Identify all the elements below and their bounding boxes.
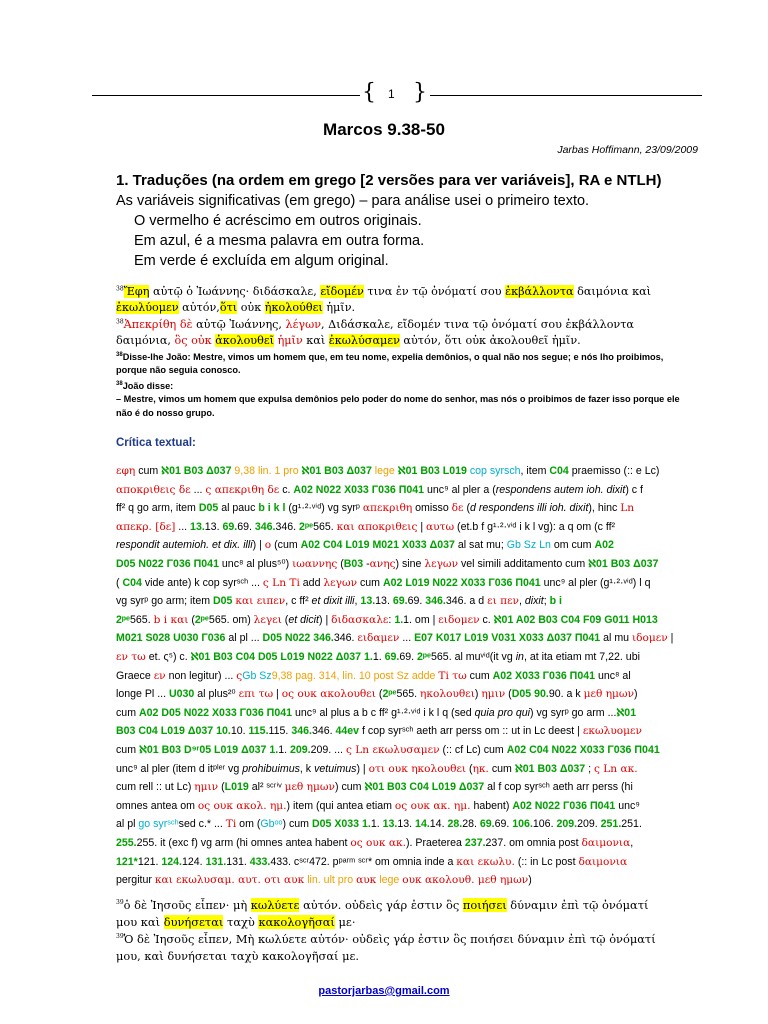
critica-segment: ς: [236, 669, 243, 682]
critica-segment: 131.: [205, 855, 227, 868]
critica-segment: vide ante) k cop syrˢᶜʰ ...: [141, 576, 263, 589]
legend-red: O vermelho é acréscimo em outros originais.: [134, 213, 422, 229]
critica-segment: D05: [198, 502, 219, 515]
critica-segment: praemisso (:: e Lc): [568, 465, 660, 477]
critica-segment: cum: [466, 669, 493, 682]
critica-segment: (: [116, 576, 123, 589]
critica-segment: (:: cf Lc) cum: [439, 744, 507, 756]
critica-segment: 115.: [268, 725, 292, 738]
critica-segment: vel simili additamento cum: [458, 558, 589, 570]
critica-segment: Gb Sz Ln: [506, 539, 551, 552]
critica-segment: f cop syrˢᶜʰ aeth arr perss om :: ut in Lc deest |: [359, 725, 583, 738]
critica-segment: 106.: [512, 818, 533, 831]
legend-green: Em verde é excluída em algum original.: [134, 253, 389, 269]
critica-segment: ς Ln ακ.: [593, 762, 638, 775]
critica-segment: ℵ01 B03 C04 L019 Δ037: [364, 781, 485, 794]
critica-segment: ℵ01 B03 Δ037: [301, 465, 375, 477]
critica-segment: ος ουκ ακ.: [350, 837, 407, 849]
critica-segment: 346. a d: [445, 595, 488, 608]
critica-segment: 44ev: [335, 725, 360, 738]
critica-segment: 13.: [375, 595, 393, 608]
critica-segment: 121*: [116, 855, 138, 868]
critica-segment: 255.: [116, 837, 137, 849]
critica-segment: 346.: [333, 632, 358, 645]
critica-segment: longe Pl ...: [116, 688, 169, 701]
critica-segment: (: [337, 558, 344, 570]
critica-segment: εφη: [116, 465, 136, 477]
critica-segment: 346.: [425, 595, 446, 608]
critica-segment: ) cum: [282, 818, 312, 831]
critica-segment: ς απεκριθη δε: [205, 483, 280, 496]
critica-segment: ℵ01 B03 D⁹ʳ05 L019 Δ037 1.: [138, 744, 279, 756]
critica-segment: 251.: [621, 818, 642, 831]
critica-segment: ειδαμεν: [357, 632, 400, 645]
critica-segment: |: [273, 688, 282, 701]
critica-segment: διδασκαλε: [331, 613, 389, 626]
critica-segment: 2ᵖᵉ: [116, 613, 131, 626]
critica-segment: 69.: [399, 651, 417, 663]
critica-segment: 346.: [275, 520, 300, 533]
critica-segment: λεγει: [253, 613, 282, 626]
verse38-greek-2: $^{38}$Ἀπεκρίθη δὲ αὐτῷ Ἰωάννης, λέγων, Διδάσκαλε, εἴδομέν τινα τῷ ὀνόματί σου ἐκβάλλοντα: [116, 318, 634, 331]
critica-segment: 346.: [291, 725, 312, 738]
critica-segment: απεκρ. [δε]: [116, 520, 176, 533]
critica-segment: 209.: [556, 818, 578, 831]
critica-segment: (: [188, 613, 195, 626]
critica-segment: ος ουκ ακολ. ημ.: [197, 799, 287, 812]
critica-segment: D05 X033 1.: [311, 818, 371, 831]
critica-segment: ,: [519, 595, 525, 608]
critica-segment: dixit: [524, 595, 544, 608]
critica-segment: A02: [594, 539, 614, 552]
critica-segment: ιδομεν: [631, 632, 668, 645]
critica-segment: vetuimus: [314, 762, 357, 775]
critica-segment: in: [515, 651, 524, 663]
critica-segment: omisso: [412, 502, 452, 515]
critica-segment: B03: [343, 558, 364, 570]
critica-segment: 69.: [407, 595, 426, 608]
critica-segment: αποκριθεις δε: [116, 483, 191, 496]
page-number: 1: [388, 87, 395, 101]
critica-segment: 346.: [311, 725, 336, 738]
critica-segment: ...: [399, 632, 415, 645]
critica-segment: αυτω: [426, 520, 455, 533]
critica-segment: 2ᵖᵉ: [417, 651, 432, 663]
critica-segment: ...: [190, 483, 206, 496]
bracket-right-icon: }: [413, 80, 427, 105]
critica-segment: (cum: [271, 539, 301, 552]
critica-segment: ℵ01 B03 L019: [397, 465, 470, 477]
critica-segment: sed c.* ...: [178, 818, 226, 831]
critica-segment: 131.: [226, 855, 250, 868]
critica-segment: 565.: [396, 688, 421, 701]
critica-segment: c.: [479, 613, 494, 626]
critica-segment: ) c f: [625, 483, 643, 496]
critica-segment: ,: [354, 595, 361, 608]
critica-segment: 106.: [532, 818, 557, 831]
critica-segment: 1.: [278, 744, 290, 756]
critica-segment: (: [281, 613, 289, 626]
critica-segment: lege: [376, 874, 403, 887]
verse39-greek-1: $^{39}$ὁ δὲ Ἰησοῦς εἶπεν· μὴ κωλύετε αὐτόν. οὐδεὶς γάρ ἐστιν ὃς ποιήσει δύναμιν ἐπὶ τῷ ὀνόματί: [116, 898, 649, 912]
critica-segment: A02 N022 Γ036 Π041: [512, 799, 616, 812]
critica-segment: ...: [175, 520, 191, 533]
critica-segment: 69.: [479, 818, 495, 831]
critica-segment: ανης: [369, 558, 396, 570]
critica-segment: ff² q go arm, item: [116, 502, 199, 515]
critica-segment: ) |: [318, 613, 332, 626]
critica-segment: cum: [488, 762, 515, 775]
critica-segment: 1.: [372, 651, 385, 663]
critica-segment: 69.: [392, 595, 408, 608]
critica-segment: ο: [264, 539, 272, 552]
critica-segment: om cum: [550, 539, 595, 552]
intro-text: As variáveis significativas (em grego) – para análise usei o primeiro texto.: [116, 193, 590, 209]
critica-segment: 2ᵖᵉ: [382, 688, 397, 701]
critica-segment: unc⁸ al plus⁵⁰): [218, 558, 293, 570]
critica-heading: Crítica textual:: [116, 437, 196, 449]
critica-segment: 209.: [289, 744, 311, 756]
critica-segment: δε: [451, 502, 464, 515]
critica-segment: ℵ01 B03 Δ037: [514, 762, 586, 775]
critica-segment: U030: [169, 688, 195, 701]
critica-segment: ): [528, 874, 532, 887]
critica-segment: Ti: [225, 818, 237, 831]
critica-segment: respondens autem ioh. dixit: [495, 483, 626, 496]
critica-segment: ) vg syrᵖ go arm ...: [529, 706, 617, 719]
critica-segment: 14.: [415, 818, 430, 831]
critica-segment: :: [388, 613, 395, 626]
critica-segment: 69.: [237, 520, 255, 533]
header-rule-left: [92, 95, 360, 96]
critica-segment: (: [466, 762, 473, 775]
critica-segment: ,: [630, 837, 634, 849]
critica-segment: 13.: [360, 595, 376, 608]
critica-segment: Ln: [620, 502, 635, 515]
author-date: Jarbas Hoffimann, 23/09/2009: [557, 144, 698, 156]
critica-segment: εν: [153, 669, 166, 682]
critica-segment: 565.: [130, 613, 154, 626]
page-title: Marcos 9.38-50: [323, 120, 445, 139]
critica-segment: 255. it (exc f) vg arm (hi omnes antea habent: [136, 837, 351, 849]
critica-segment: 121.: [137, 855, 162, 868]
critica-segment: cum: [116, 706, 139, 719]
critica-segment: ;: [543, 595, 550, 608]
critica-segment: al mu: [600, 632, 632, 645]
critica-segment: al pl ...: [225, 632, 263, 645]
critica-segment: δαιμονια: [581, 837, 631, 849]
critica-segment: ος ουκ ακ. ημ.: [394, 799, 471, 812]
critica-segment: omnes antea om: [116, 799, 198, 812]
critica-segment: απεκριθη: [362, 502, 413, 515]
critica-segment: ℵ01 B03 Δ037: [588, 558, 659, 570]
critica-segment: |: [667, 632, 674, 645]
critica-segment: 124.: [161, 855, 182, 868]
critica-segment: 2ᵖᵉ: [299, 520, 314, 533]
header-rule-right: [430, 95, 702, 96]
critica-segment: και εκωλυσαμ. αυτ. οτι αυκ: [154, 874, 305, 887]
critica-segment: ς Ln εκωλυσαμεν: [345, 744, 440, 756]
critica-segment: lin. ult pro: [304, 874, 357, 887]
critica-segment: , item: [520, 465, 550, 477]
critica-segment: |: [417, 520, 427, 533]
critica-segment: al pauc: [218, 502, 259, 515]
critica-segment: et dixit illi: [311, 595, 355, 608]
critica-segment: om (: [236, 818, 261, 831]
critica-segment: C04: [122, 576, 142, 589]
critica-segment: al² ˢᶜʳⁱᵛ: [248, 781, 285, 794]
critica-segment: 433.: [249, 855, 271, 868]
critica-segment: add: [299, 576, 324, 589]
critica-segment: 1.: [370, 818, 383, 831]
verse38-greek-1b: ἐκωλύομεν αὐτόν,ὅτι οὐκ ἠκολούθει ἡμῖν.: [116, 301, 356, 314]
critica-segment: επι τω: [238, 688, 274, 701]
critica-segment: Graece: [116, 669, 154, 682]
critica-segment: ;: [585, 762, 594, 775]
critica-segment: D05 90.: [511, 688, 549, 701]
critica-segment: ηκ.: [472, 762, 489, 775]
critica-segment: al pl: [116, 818, 139, 831]
critica-segment: ηκολουθει: [420, 688, 475, 701]
critica-segment: μεθ ημων: [284, 781, 335, 794]
critica-segment: respondit autemioh. et dix. illi: [116, 539, 253, 552]
bracket-left-icon: {: [362, 80, 376, 105]
critica-segment: αυκ: [356, 874, 377, 887]
critica-segment: (: [505, 688, 512, 701]
critica-segment: ℵ01 B03 C04 D05 L019 N022 Δ037 1.: [190, 651, 373, 663]
legend-blue: Em azul, é a mesma palavra em outra forma.: [134, 233, 425, 249]
critica-segment: A02 C04 L019 M021 X033 Δ037: [300, 539, 455, 552]
critica-segment: pergitur: [116, 874, 155, 887]
critica-segment: -: [363, 558, 370, 570]
critica-segment: 13.: [204, 520, 223, 533]
critica-segment: και ειπεν: [235, 595, 286, 608]
critica-segment: 209. ...: [310, 744, 346, 756]
verse38-greek-2b: δαιμόνια, ὃς οὐκ ἀκολουθεῖ ἡμῖν καὶ ἐκωλύσαμεν αὐτόν, ὅτι οὐκ ἀκολουθεῖ ἡμῖν.: [116, 334, 581, 347]
critica-segment: 2ᵖᵉ: [194, 613, 209, 626]
critica-segment: (: [375, 688, 383, 701]
critica-segment: 13.: [397, 818, 416, 831]
critica-segment: A02 C04 N022 X033 Γ036 Π041: [506, 744, 660, 756]
critica-segment: 10.: [230, 725, 249, 738]
footer-email-link[interactable]: pastorjarbas@gmail.com: [318, 985, 450, 997]
critica-segment: , k: [299, 762, 315, 775]
critica-segment: 69.: [494, 818, 513, 831]
critica-segment: unc⁹: [615, 799, 640, 812]
critica-segment: quia pro qui: [474, 706, 530, 719]
critica-line: [116, 869, 700, 892]
critica-segment: 115.: [248, 725, 269, 738]
critica-segment: λεγων: [323, 576, 358, 589]
critica-segment: ) item (qui antea etiam: [286, 799, 395, 812]
critica-segment: ). Praeterea: [406, 837, 465, 849]
critica-segment: A02 D05 N022 X033 Γ036 Π041: [138, 706, 292, 719]
critica-segment: b i: [549, 595, 562, 608]
critica-segment: Gb Sz: [242, 669, 272, 682]
critica-segment: 28.: [447, 818, 463, 831]
critica-segment: vg syrᵖ go arm; item: [116, 595, 214, 608]
critica-segment: ειδομεν: [438, 613, 480, 626]
critica-segment: D05 N022 346.: [262, 632, 334, 645]
critica-segment: ℵ01 B03 Δ037: [161, 465, 235, 477]
critica-segment: al plus²⁰: [194, 688, 239, 701]
critica-segment: A02 L019 N022 X033 Γ036 Π041: [382, 576, 541, 589]
critica-segment: ιωαννης: [292, 558, 338, 570]
critica-segment: cop syr: [469, 465, 505, 477]
critica-segment: ει πεν: [487, 595, 519, 608]
critica-segment: 124.: [182, 855, 206, 868]
critica-segment: cum: [135, 465, 162, 477]
critica-segment: et dicit: [288, 613, 319, 626]
critica-segment: 28.: [462, 818, 480, 831]
critica-segment: 1. om |: [403, 613, 439, 626]
verse38-greek-1: $^{38}$Ἔφη αὐτῷ ὁ Ἰωάννης· διδάσκαλε, εἴδομέν τινα ἐν τῷ ὀνόματί σου ἐκβάλλοντα δαιμόνια καὶ: [116, 285, 652, 298]
critica-segment: A02 N022 X033 Γ036 Π041: [293, 483, 425, 496]
critica-segment: 251.: [600, 818, 622, 831]
critica-segment: et. ς⁵) c.: [145, 651, 191, 663]
verse39-greek-2: $^{39}$Ὁ δὲ Ἰησοῦς εἶπεν, Μὴ κωλύετε αὐτόν· οὐδεὶς γάρ ἐστιν ὃς ποιήσει δύναμιν ἐπὶ τῷ ὀνόματί: [116, 932, 656, 946]
critica-segment: και αποκριθεις: [336, 520, 418, 533]
critica-segment: sch: [504, 465, 521, 477]
critica-segment: unc⁹ al plus a b c ff² g¹·²·ᵛⁱᵈ i k l q (sed: [292, 706, 475, 719]
critica-segment: al f cop syrˢᶜʰ aeth arr perss (hi: [484, 781, 633, 794]
critica-segment: 565. om): [208, 613, 254, 626]
critica-segment: 13.: [382, 818, 398, 831]
critica-segment: cum: [357, 576, 383, 589]
critica-segment: Sz adde: [396, 669, 439, 682]
critica-segment: ημιν: [194, 781, 219, 794]
critica-segment: 565.: [313, 520, 337, 533]
critica-segment: unc⁹ al pler (item d itᵖˡᵉʳ vg: [116, 762, 243, 775]
critica-segment: unc⁹ al pler (g¹·²·ᵛⁱᵈ) l q: [540, 576, 651, 589]
verse38-ntlh: $^{38}$João disse: – Mestre, vimos um homem que expulsa demônios pelo poder do nome do senhor, mas nós o proibimos de fazer isso porque ele não é do nosso grupo.: [116, 380, 680, 418]
critica-segment: (g¹·²·ᵛⁱᵈ) vg syrᵖ: [285, 502, 363, 515]
critica-segment: ς Ln Ti: [262, 576, 300, 589]
critica-segment: 1.: [394, 613, 404, 626]
critica-segment: non legitur) ...: [165, 669, 237, 682]
critica-segment: al sat mu;: [454, 539, 507, 552]
critica-segment: 90. a k: [548, 688, 584, 701]
critica-segment: και εκωλυ.: [456, 855, 515, 868]
critica-segment: λεγων: [424, 558, 459, 570]
critica-segment: 565. al muᵛⁱᵈ(it vg: [431, 651, 516, 663]
verse38-ra: $^{38}$Disse-lhe João: Mestre, vimos um homem que, em teu nome, expelia demônios, o qual não nos segue; e nós lho proibimos, porque não seguia conosco.: [116, 351, 664, 375]
critica-segment: ℵ01: [616, 706, 637, 719]
critica-segment: (et.b f g¹·²·ᵛⁱᵈ i k l vg): a q om (c ff²: [454, 520, 616, 533]
critica-segment: εκωλυομεν: [582, 725, 642, 738]
critica-segment: B03 C04 L019 Δ037 10.: [116, 725, 231, 738]
critica-segment: 9,38 pag. 314, lin. 10 post: [271, 669, 397, 682]
critica-segment: 346.: [254, 520, 276, 533]
critica-segment: A02 X033 Γ036 Π041: [492, 669, 595, 682]
critica-segment: (: [463, 502, 471, 515]
critica-segment: E07 K017 L019 V031 X033 Δ037 Π041: [414, 632, 601, 645]
critica-segment: ) |: [356, 762, 369, 775]
critica-segment: 237. om omnia post: [485, 837, 582, 849]
critica-segment: ημιν: [481, 688, 506, 701]
critica-segment: 69.: [222, 520, 238, 533]
critica-segment: ) |: [252, 539, 265, 552]
critica-segment: (: [218, 781, 225, 794]
critica-segment: L019: [224, 781, 249, 794]
critica-segment: 209.: [577, 818, 601, 831]
critica-segment: ουκ ακολουθ. μεθ ημων: [402, 874, 529, 887]
critica-segment: C04: [549, 465, 569, 477]
critica-segment: ), hinc: [588, 502, 621, 515]
critica-segment: prohibuimus: [242, 762, 300, 775]
critica-segment: Ti τω: [438, 669, 467, 682]
critica-segment: ) sine: [395, 558, 425, 570]
critica-segment: unc⁹ al pler a (: [424, 483, 496, 496]
critica-segment: D05 N022 Γ036 Π041: [116, 558, 219, 570]
critica-segment: d respondens illi ioh. dixit: [470, 502, 589, 515]
critica-segment: , at ita etiam mt 7,22. ubi: [523, 651, 640, 663]
verse39-greek-2b: μου, καὶ δυνήσεται ταχὺ κακολογῆσαί με.: [116, 949, 360, 963]
critica-segment: 237.: [464, 837, 486, 849]
critica-segment: 69.: [384, 651, 400, 663]
critica-segment: 14.: [429, 818, 448, 831]
critica-segment: δαιμονια: [578, 855, 628, 868]
critica-segment: D05: [213, 595, 233, 608]
critica-segment: οτι ουκ ηκολουθει: [368, 762, 467, 775]
critica-segment: ): [474, 688, 482, 701]
critica-segment: Gbᵒᵒ: [260, 818, 283, 831]
critica-segment: (:: in Lc post: [514, 855, 579, 868]
critica-segment: lege: [374, 465, 398, 477]
critica-segment: cum rell :: ut Lc): [116, 781, 195, 794]
critica-segment: unc⁸ al: [595, 669, 631, 682]
verse39-greek-1b: μου καὶ δυνήσεται ταχὺ κακολογῆσαί με·: [116, 915, 356, 929]
critica-segment: , c ff²: [285, 595, 312, 608]
section-heading: 1. Traduções (na ordem em grego [2 versões para ver variáveis], RA e NTLH): [116, 172, 662, 189]
critica-segment: ℵ01 A02 B03 C04 F09 G011 H013: [493, 613, 658, 626]
critica-segment: ος ουκ ακολουθει: [281, 688, 376, 701]
critica-segment: μεθ ημων: [583, 688, 635, 701]
critica-segment: cum: [116, 744, 139, 756]
critica-segment: b i k l: [258, 502, 286, 515]
critica-segment: ) cum: [335, 781, 365, 794]
critica-segment: go syrˢᶜʰ: [138, 818, 179, 831]
critica-segment: εν τω: [116, 651, 146, 663]
critica-segment: 9,38 lin. 1 pro: [234, 465, 302, 477]
critica-segment: c.: [279, 483, 294, 496]
critica-segment: 13.: [190, 520, 205, 533]
critica-segment: 433. cˢᶜʳ472. pᵖᵃʳᵐ ˢᶜʳ* om omnia inde a: [270, 855, 457, 868]
critica-segment: ): [634, 688, 638, 701]
critica-segment: b i και: [153, 613, 189, 626]
critica-segment: habent): [470, 799, 513, 812]
critica-segment: M021 S028 U030 Γ036: [116, 632, 226, 645]
